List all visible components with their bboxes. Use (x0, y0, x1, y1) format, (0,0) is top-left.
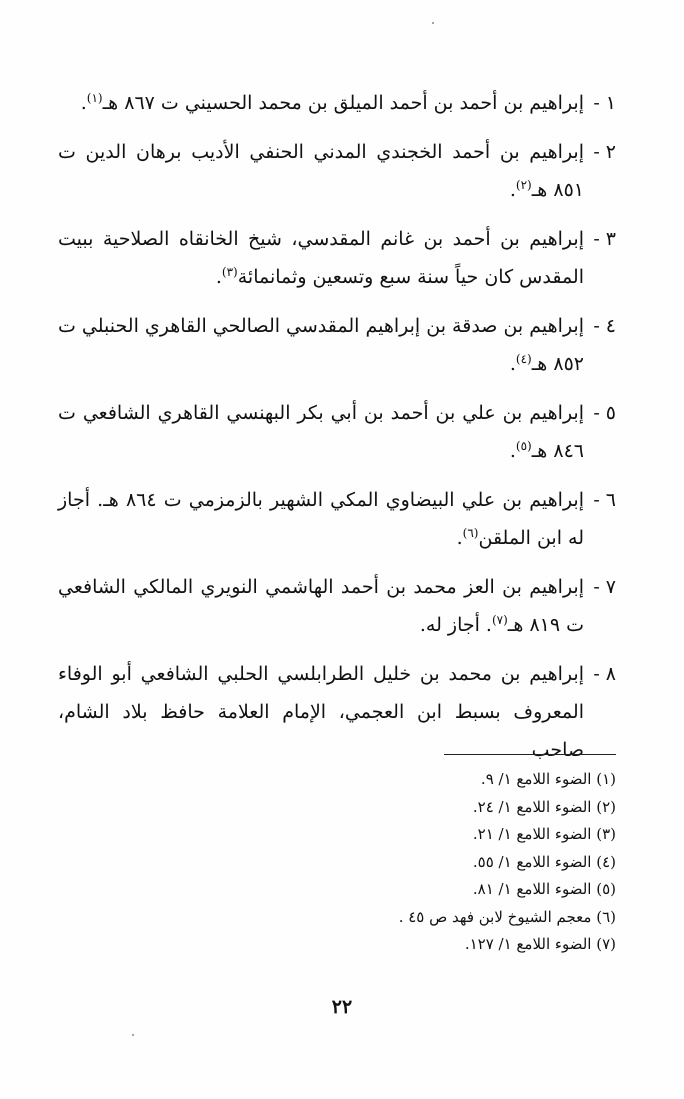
page-number: ٢٢ (331, 996, 353, 1018)
footnote-6: (٦) معجم الشيوخ لابن فهد ص ٤٥ . (398, 907, 616, 926)
entry-text: إبراهيم بن أحمد بن أحمد الميلق بن محمد الحسيني ت ٨٦٧ هـ$^{(١)}$. (80, 91, 584, 114)
footnote-ref: (٣) (221, 265, 238, 279)
footnote-2: (٢) الضوء اللامع ١/ ٢٤. (472, 797, 616, 816)
entry-6 (58, 481, 616, 557)
scan-speck (132, 1034, 134, 1036)
footnote-7: (٧) الضوء اللامع ١/ ١٢٧. (464, 935, 616, 953)
footnote-ref: (٤) (515, 352, 532, 366)
entry-7 (58, 568, 616, 644)
entry-8 (58, 655, 616, 769)
entry-text: إبراهيم بن علي بن أحمد بن أبي بكر البهنسي القاهري الشافعي ت ٨٤٦ هـ$^{(٥)}$. (58, 402, 584, 462)
footnote-1: (١) الضوء اللامع ١/ ٩. (480, 770, 616, 788)
footnote-3: (٣) الضوء اللامع ١/ ٢١. (472, 825, 616, 843)
footnote-ref: (٥) (515, 439, 532, 453)
scan-speck (432, 22, 434, 24)
footnote-ref: (٢) (515, 178, 532, 192)
entry-number: ٤ - (593, 315, 616, 337)
entry-number: ٥ - (593, 402, 616, 424)
entry-number: ٨ - (593, 663, 616, 685)
footnote-ref: (١) (86, 91, 103, 105)
footnote-4: (٤) الضوء اللامع ١/ ٥٥. (472, 852, 616, 871)
entry-1 (58, 84, 616, 122)
entry-5 (58, 394, 616, 470)
footnote-5: (٥) الضوء اللامع ١/ ٨١. (472, 880, 616, 898)
footnote-ref: (٧) (491, 613, 508, 627)
entry-text: إبراهيم بن محمد بن خليل الطرابلسي الحلبي الشافعي أبو الوفاء المعروف بسبط ابن العجمي، الإمام العلامة حافظ بلاد الشام، صاحب (58, 663, 584, 761)
entry-number: ٢ - (593, 141, 616, 163)
entry-text: إبراهيم بن صدقة بن إبراهيم المقدسي الصالحي القاهري الحنبلي ت ٨٥٢ هـ$^{(٤)}$. (58, 315, 584, 375)
entry-text: إبراهيم بن أحمد بن غانم المقدسي، شيخ الخانقاه الصلاحية ببيت المقدس كان حياً سنة سبع وتسعين وثمانمائة$^{(٣)}$. (58, 228, 584, 288)
entries-list (58, 84, 616, 780)
entry-text: إبراهيم بن أحمد الخجندي المدني الحنفي الأديب برهان الدين ت ٨٥١ هـ$^{(٢)}$. (58, 141, 584, 201)
footnote-separator (444, 754, 616, 755)
entry-text: إبراهيم بن علي البيضاوي المكي الشهير بالزمزمي ت ٨٦٤ هـ. أجاز له ابن الملقن$^{(٦)}$. (58, 489, 584, 549)
entry-2 (58, 133, 616, 209)
entry-4 (58, 307, 616, 383)
entry-number: ٣ - (593, 228, 616, 250)
footnote-ref: (٦) (462, 526, 479, 540)
entry-3 (58, 220, 616, 296)
entry-number: ١ - (593, 92, 616, 114)
entry-number: ٧ - (593, 576, 616, 598)
footnotes-list (60, 766, 616, 959)
entry-text: إبراهيم بن العز محمد بن أحمد الهاشمي النويري المالكي الشافعي ت ٨١٩ هـ$^{(٧)}$. أجاز له. (58, 576, 584, 636)
entry-number: ٦ - (593, 489, 616, 511)
